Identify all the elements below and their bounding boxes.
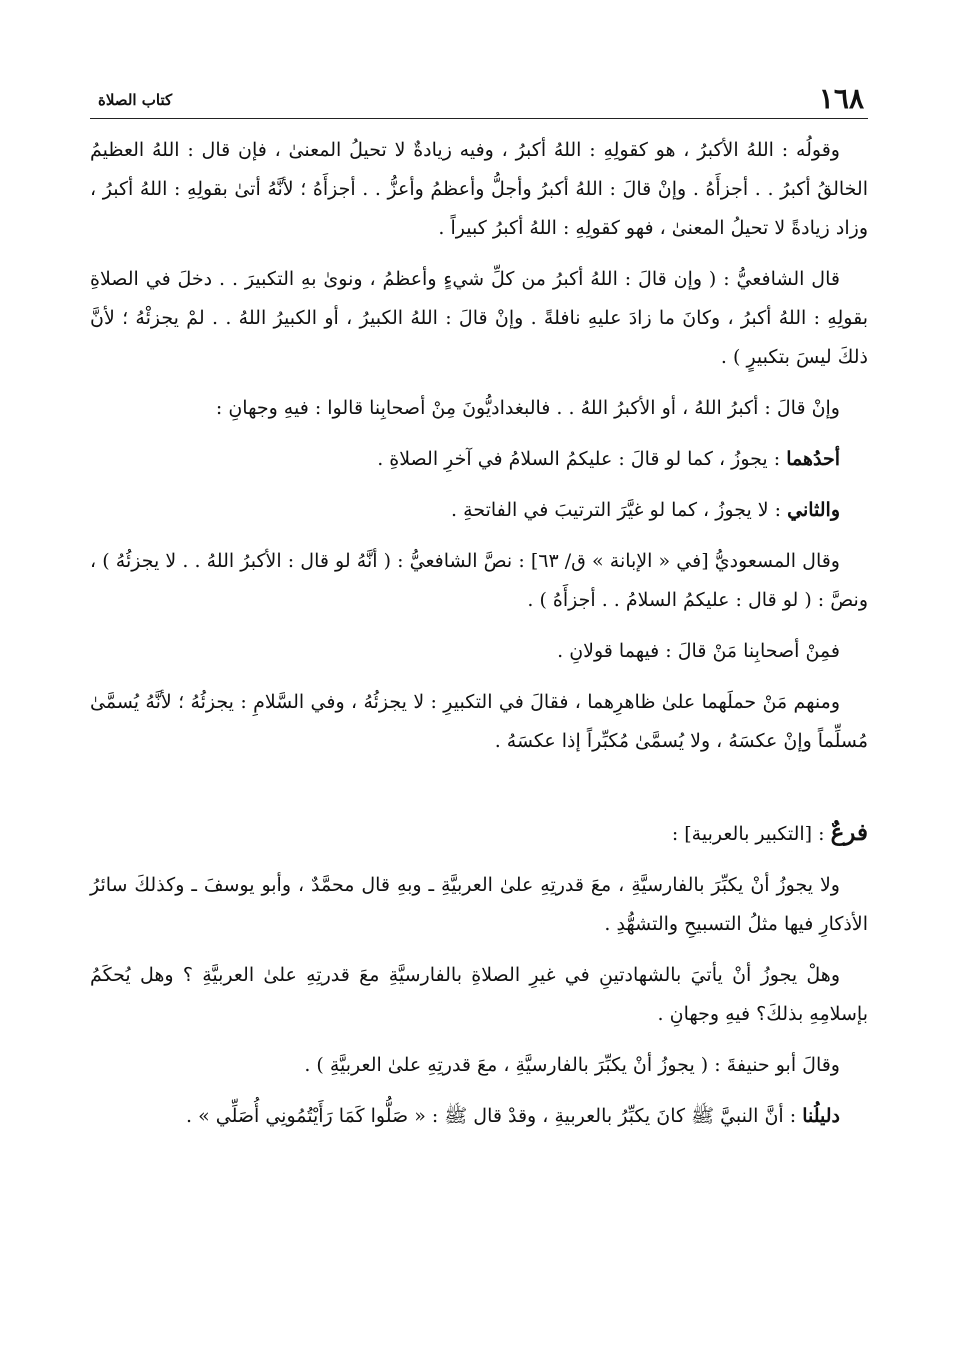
section-heading-label: فرعٌ [830,819,868,846]
paragraph-second-view [90,491,868,530]
section-heading-text: : [التكبير بالعربية] : [671,823,831,845]
book-page [90,78,868,1338]
first-view-text: : يجوزُ ، كما لو قالَ : عليكمُ السلامُ في آخرِ الصلاةِ . [377,448,787,470]
paragraph-evidence [90,1097,868,1136]
paragraph-abu-hanifa: وقالَ أبو حنيفةَ : ( يجوزُ أنْ يكبِّرَ بالفارسيَّةِ ، معَ قدرتِهِ علىٰ العربيَّةِ ) . [304,1054,840,1076]
paragraph-first-view [90,440,868,479]
paragraph-3: وإنْ قالَ : أكبرُ اللهُ ، أو الأكبرُ اللهُ . . فالبغداديُّونَ مِنْ أصحابِنا قالوا : فيهِ وجهانِ : [215,397,840,419]
page-header [90,78,868,119]
paragraph-persian-takbir: ولا يجوزُ أنْ يكبِّرَ بالفارسيَّةِ ، معَ قدرتِهِ علىٰ العربيَّةِ ـ وبهِ قال محمَّدٌ ، وأبو يوسفَ ـ وكذلكَ سائرُ الأذكارِ فيها مثلُ التسبيحِ والتشهُّدِ . [90,874,868,935]
paragraph-1: وقولُه : اللهُ الأكبرُ ، هو كقولِهِ : اللهُ أكبرُ ، وفيه زيادةٌ لا تحيلُ المعنىٰ ، فإن قال : اللهُ العظيمُ الخالقُ أكبرُ . . أجزأَهُ . وإنْ قالَ : اللهُ أكبرُ وأجلُّ وأعظمُ وأعزُّ . . أجزأَهُ ؛ لأنَّهُ أتىٰ بقولِهِ : اللهُ أكبرُ ، وزاد زيادةً لا تحيلُ المعنىٰ ، فهو كقولِهِ : اللهُ أكبرُ كبيراً . [90,139,868,239]
evidence-text: : أنَّ النبيَّ ﷺ كانَ يكبِّرُ بالعربيةِ ، وقدْ قال ﷺ : « صَلُّوا كَمَا رَأَيْتُمُونِي أُصَلِّي » . [186,1105,803,1127]
paragraph-two-sayings: فمِنْ أصحابِنا مَنْ قالَ : فيهما قولانِ . [557,640,840,662]
page-number: ١٦٨ [818,82,864,115]
paragraph-masudi: وقال المسعوديُّ [في « الإبانة » ق/ ٦٣] : نصَّ الشافعيُّ : ( أنَّهُ لو قال : الأكبرُ اللهُ . . لا يجزئُهُ ) ، ونصَّ : ( لو قال : عليكمُ السلامُ . . أجزأَهُ ) . [90,550,868,611]
paragraph-literal-reading: ومنهم مَنْ حملَهما علىٰ ظاهرِهما ، فقالَ في التكبيرِ : لا يجزئُهُ ، وفي السَّلامِ : يجزئُهُ ؛ لأنَّهُ يُسمَّىٰ مُسلِّماً وإنْ عكسَهُ ، ولا يُسمَّىٰ مُكبِّراً إذا عكسَهُ . [90,691,868,752]
section-heading [90,813,868,854]
paragraph-2: قال الشافعيُّ : ( وإن قالَ : اللهُ أكبرُ من كلِّ شيءٍ وأعظمُ ، ونوىٰ بهِ التكبيرَ . . دخلَ في الصلاةِ بقولِهِ : اللهُ أكبرُ ، وكانَ ما زادَ عليهِ نافلةً . وإنْ قالَ : اللهُ الكبيرُ ، أو الكبيرُ اللهُ . . لمْ يجزئْهُ ؛ لأنَّ ذلكَ ليسَ بتكبيرٍ ) . [90,268,868,368]
page-body [90,131,868,1136]
second-view-text: : لا يجوزُ ، كما لو غيَّرَ الترتيبَ في الفاتحةِ . [451,499,788,521]
running-title: كتاب الصلاة [98,91,173,109]
paragraph-shahadatayn: وهلْ يجوزُ أنْ يأتيَ بالشهادتينِ في غيرِ الصلاةِ بالفارسيَّةِ معَ قدرتِهِ علىٰ العربيَّةِ ؟ وهل يُحكَمُ بإسلامِهِ بذلكَ؟ فيهِ وجهانِ . [90,964,868,1025]
second-view-label: والثاني [787,499,840,521]
first-view-label: أحدُهما [786,448,840,470]
evidence-label: دليلُنا [802,1105,840,1127]
